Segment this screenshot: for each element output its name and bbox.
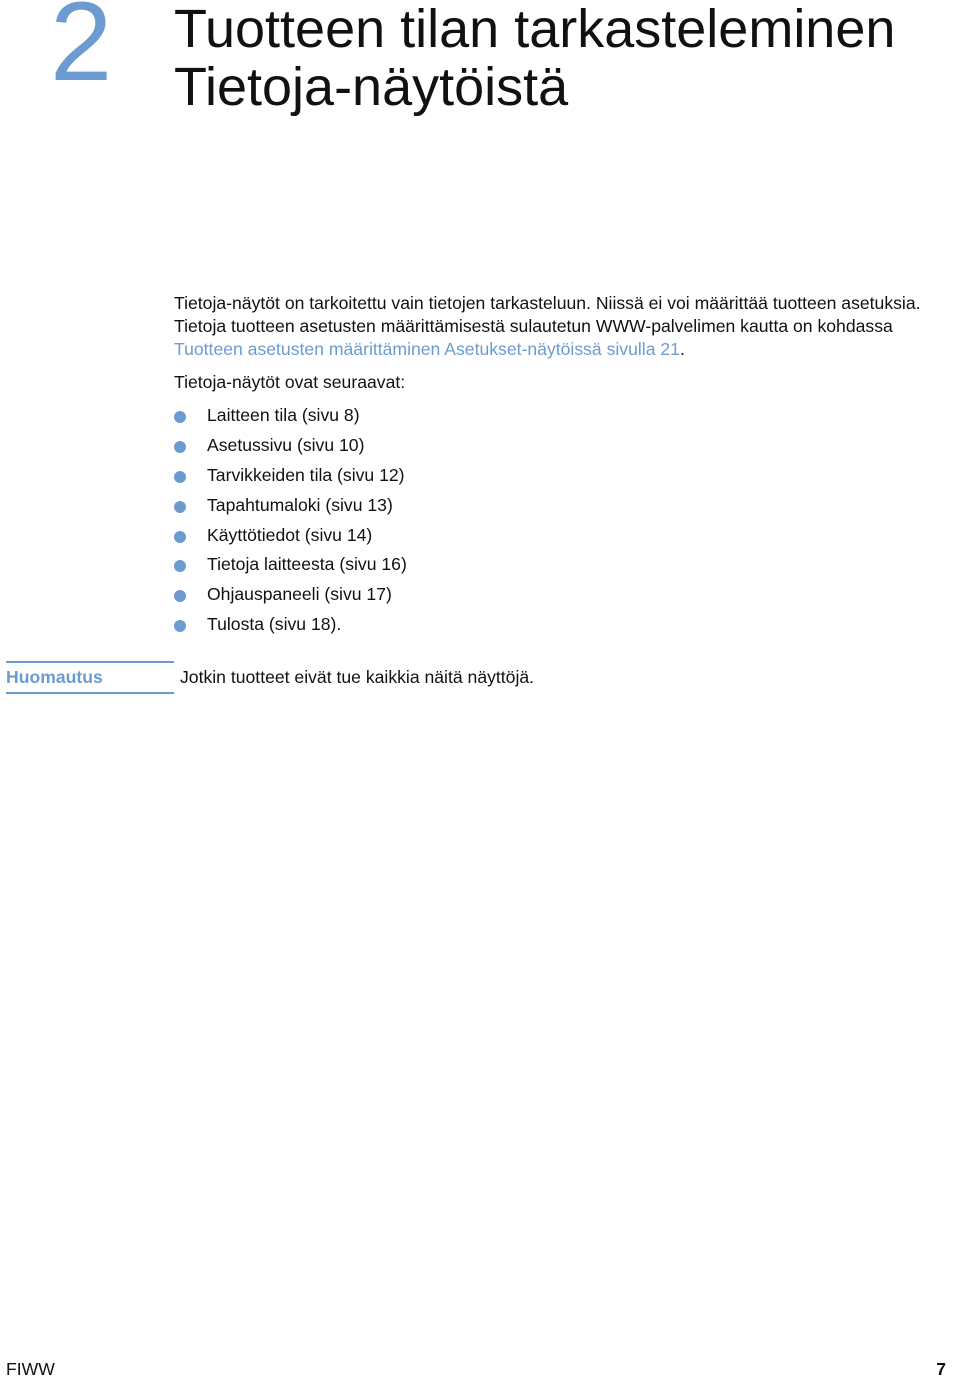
list-item bbox=[174, 404, 407, 434]
list-item-text: Tapahtumaloki (sivu 13) bbox=[207, 494, 393, 515]
bullet-icon bbox=[174, 471, 186, 483]
intro-line-2: Tietoja tuotteen asetusten määrittämisestä sulautetun WWW-palvelimen kautta on kohdassa bbox=[174, 316, 893, 336]
chapter-title-line-2: Tietoja-näytöistä bbox=[174, 57, 569, 117]
list-item bbox=[174, 434, 407, 464]
list-item-text: Tarvikkeiden tila (sivu 12) bbox=[207, 464, 405, 485]
intro-paragraph bbox=[174, 292, 960, 361]
chapter-title bbox=[174, 0, 895, 116]
list-item-text: Ohjauspaneeli (sivu 17) bbox=[207, 584, 392, 605]
bullet-icon bbox=[174, 620, 186, 632]
bullet-icon bbox=[174, 441, 186, 453]
bullet-icon bbox=[174, 590, 186, 602]
info-screens-list bbox=[174, 404, 407, 643]
list-item bbox=[174, 553, 407, 583]
bullet-icon bbox=[174, 501, 186, 513]
list-item-text: Tietoja laitteesta (sivu 16) bbox=[207, 554, 407, 575]
list-item bbox=[174, 494, 407, 524]
intro-line-3 bbox=[174, 338, 960, 361]
settings-screens-link[interactable]: Tuotteen asetusten määrittäminen Asetukset-näytöissä sivulla 21 bbox=[174, 339, 680, 359]
bullet-icon bbox=[174, 411, 186, 423]
page-number: 7 bbox=[936, 1359, 946, 1379]
list-item-text: Asetussivu (sivu 10) bbox=[207, 434, 365, 455]
list-item-text: Käyttötiedot (sivu 14) bbox=[207, 524, 373, 545]
list-item-text: Tulosta (sivu 18). bbox=[207, 614, 342, 635]
list-item bbox=[174, 464, 407, 494]
note-label: Huomautus bbox=[6, 667, 103, 687]
bullet-icon bbox=[174, 560, 186, 572]
intro-line-1: Tietoja-näytöt on tarkoitettu vain tietojen tarkasteluun. Niissä ei voi määrittää tuotteen asetuksia. bbox=[174, 293, 921, 313]
list-heading: Tietoja-näytöt ovat seuraavat: bbox=[174, 372, 406, 392]
note-text: Jotkin tuotteet eivät tue kaikkia näitä näyttöjä. bbox=[180, 667, 535, 687]
note-label-box bbox=[6, 661, 174, 694]
intro-link-suffix: . bbox=[679, 339, 685, 359]
list-item bbox=[174, 524, 407, 554]
list-item bbox=[174, 583, 407, 613]
list-item-text: Laitteen tila (sivu 8) bbox=[207, 405, 360, 425]
footer-locale: FIWW bbox=[6, 1359, 55, 1379]
bullet-icon bbox=[174, 531, 186, 543]
chapter-number: 2 bbox=[50, 0, 113, 104]
list-item bbox=[174, 613, 407, 643]
chapter-title-line-1: Tuotteen tilan tarkasteleminen bbox=[174, 0, 896, 59]
